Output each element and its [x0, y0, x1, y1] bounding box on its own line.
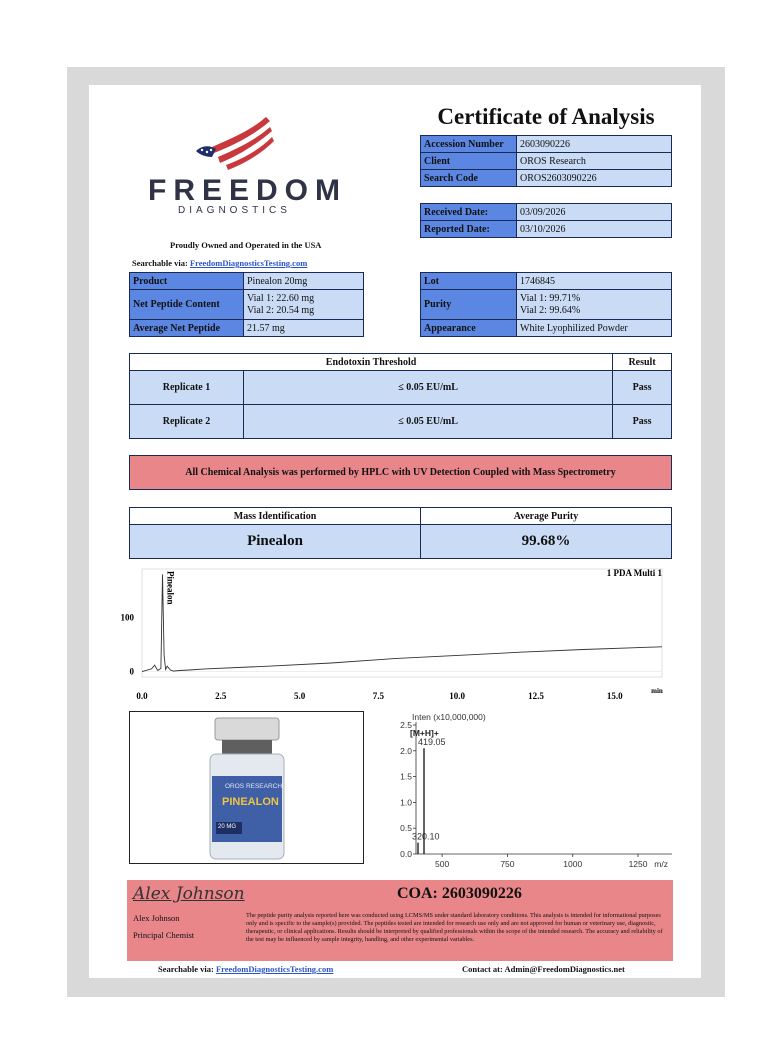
x-axis-label: min: [651, 687, 663, 695]
brand-name: FREEDOM: [148, 174, 347, 207]
accession-label: Accession Number: [421, 136, 517, 153]
mass-identification-table: [129, 507, 672, 559]
signature-footer: [127, 880, 673, 961]
table-row: [421, 170, 672, 187]
table-row: [130, 320, 364, 337]
client-info-table: [420, 135, 672, 187]
average-purity-header: Average Purity: [421, 508, 672, 525]
y-tick-label: 100: [120, 612, 134, 623]
endotoxin-header: Endotoxin Threshold: [130, 354, 613, 371]
table-header-row: [130, 508, 672, 525]
x-tick-label: 750: [500, 859, 515, 869]
x-tick-label: 2.5: [215, 691, 227, 701]
x-tick-label: 7.5: [372, 691, 384, 701]
purity-value: [517, 290, 672, 320]
x-tick-label: 15.0: [606, 691, 623, 701]
coa-number: COA: 2603090226: [397, 885, 522, 902]
product-info-table: [129, 272, 364, 337]
appearance-value: White Lyophilized Powder: [517, 320, 672, 337]
table-row: [421, 136, 672, 153]
average-net-peptide-value: 21.57 mg: [244, 320, 364, 337]
table-header-row: [130, 354, 672, 371]
table-row: [421, 204, 672, 221]
lot-info-table: [420, 272, 672, 337]
replicate-name: Replicate 2: [130, 405, 244, 439]
endotoxin-table: [129, 353, 672, 439]
x-tick-label: 500: [435, 859, 450, 869]
table-row: [421, 273, 672, 290]
vial-brand: OROS RESEARCH: [225, 783, 283, 790]
x-tick-label: 1000: [563, 859, 583, 869]
table-row: [130, 525, 672, 559]
product-label: Product: [130, 273, 244, 290]
received-date-label: Received Date:: [421, 204, 517, 221]
average-net-peptide-label: Average Net Peptide: [130, 320, 244, 337]
net-peptide-label: Net Peptide Content: [130, 290, 244, 320]
peak-label: 419.05: [418, 737, 446, 748]
table-row: [421, 221, 672, 238]
y-tick-label: 0.0: [400, 849, 412, 859]
ion-label: [M+H]+: [410, 728, 439, 739]
table-row: [421, 320, 672, 337]
peak-annotation: Pinealon: [165, 571, 176, 605]
x-axis-label: m/z: [654, 859, 668, 869]
hplc-chromatogram: [112, 565, 674, 705]
y-tick-label: 2.0: [400, 745, 412, 756]
y-tick-label: 1.0: [400, 797, 412, 808]
lot-label: Lot: [421, 273, 517, 290]
brand-tagline: Proudly Owned and Operated in the USA: [170, 240, 322, 250]
footer-search-link[interactable]: FreedomDiagnosticsTesting.com: [215, 964, 334, 974]
plot-frame: [142, 569, 662, 677]
search-code-label: Search Code: [421, 170, 517, 187]
replicate-result: Pass: [613, 405, 672, 439]
table-row: [130, 371, 672, 405]
searchable-link[interactable]: FreedomDiagnosticsTesting.com: [189, 258, 308, 268]
search-code-value: OROS2603090226: [517, 170, 672, 187]
footer-searchable: [158, 964, 333, 974]
average-purity-value: 99.68%: [421, 525, 672, 559]
chromatogram-series-line: [142, 574, 662, 671]
searchable-via: [132, 258, 307, 268]
y-tick-label: 2.5: [400, 720, 412, 730]
table-row: [130, 290, 364, 320]
net-peptide-value: [244, 290, 364, 320]
x-tick-label: 10.0: [449, 691, 466, 701]
x-tick-label: 12.5: [528, 691, 544, 701]
searchable-label: Searchable via:: [132, 258, 188, 268]
brand-subtitle: DIAGNOSTICS: [178, 205, 291, 216]
x-tick-label: 0.0: [136, 691, 148, 701]
accession-value: 2603090226: [517, 136, 672, 153]
footer-contact: Contact at: Admin@FreedomDiagnostics.net: [462, 964, 625, 974]
chart-title: Inten (x10,000,000): [412, 712, 486, 722]
purity-vial-1: Vial 1: 99.71%: [520, 292, 581, 304]
vial-photo: [129, 711, 364, 864]
chart-title: 1 PDA Multi 1: [606, 568, 662, 578]
client-value: OROS Research: [517, 153, 672, 170]
x-tick-label: 5.0: [293, 691, 306, 701]
product-value: Pinealon 20mg: [244, 273, 364, 290]
replicate-threshold: ≤ 0.05 EU/mL: [244, 405, 613, 439]
footer-search-label: Searchable via:: [158, 964, 214, 974]
disclaimer: The peptide purity analysis reported here was conducted using LCMS/MS under standard laboratory conditions. This analysis is intended for informational purposes only and is specific to the sample(s) provided. The peptides tested are intended for research use only and are not approved for human or veterinary use, diagnostic, therapeutic, or clinical applications. Results should be interpreted by qualified professionals within the scope of the intended research. The accuracy and reliability of the test may be influenced by sample integrity, handling, and other experimental variables.: [246, 912, 663, 944]
peak-label: 320.10: [412, 831, 440, 842]
replicate-threshold: ≤ 0.05 EU/mL: [244, 371, 613, 405]
eagle-flag-logo-icon: [190, 113, 275, 171]
mass-spectrum: [390, 710, 674, 872]
page-title: Certificate of Analysis: [437, 104, 655, 129]
table-row: [130, 405, 672, 439]
y-tick-label: 0: [129, 666, 134, 677]
y-tick-label: 0.5: [400, 823, 412, 834]
lot-value: 1746845: [517, 273, 672, 290]
net-peptide-vial-2: Vial 2: 20.54 mg: [247, 304, 315, 316]
x-tick-label: 1250: [628, 859, 648, 869]
replicate-result: Pass: [613, 371, 672, 405]
chemist-role: Principal Chemist: [133, 930, 195, 940]
signature: Alex Johnson: [133, 884, 245, 904]
table-row: [421, 290, 672, 320]
vial-dose: 20 MG: [218, 824, 237, 830]
y-tick-label: 1.5: [400, 771, 412, 782]
purity-label: Purity: [421, 290, 517, 320]
net-peptide-vial-1: Vial 1: 22.60 mg: [247, 292, 315, 304]
chemist-name: Alex Johnson: [133, 913, 180, 923]
method-banner: All Chemical Analysis was performed by HPLC with UV Detection Coupled with Mass Spectrometry: [129, 455, 672, 490]
result-header: Result: [613, 354, 672, 371]
vial-product-name: PINEALON: [222, 796, 279, 808]
mass-id-header: Mass Identification: [130, 508, 421, 525]
compound-name: Pinealon: [130, 525, 421, 559]
reported-date-value: 03/10/2026: [517, 221, 672, 238]
table-row: [130, 273, 364, 290]
client-label: Client: [421, 153, 517, 170]
dates-table: [420, 203, 672, 238]
appearance-label: Appearance: [421, 320, 517, 337]
purity-vial-2: Vial 2: 99.64%: [520, 304, 581, 316]
received-date-value: 03/09/2026: [517, 204, 672, 221]
table-row: [421, 153, 672, 170]
reported-date-label: Reported Date:: [421, 221, 517, 238]
replicate-name: Replicate 1: [130, 371, 244, 405]
